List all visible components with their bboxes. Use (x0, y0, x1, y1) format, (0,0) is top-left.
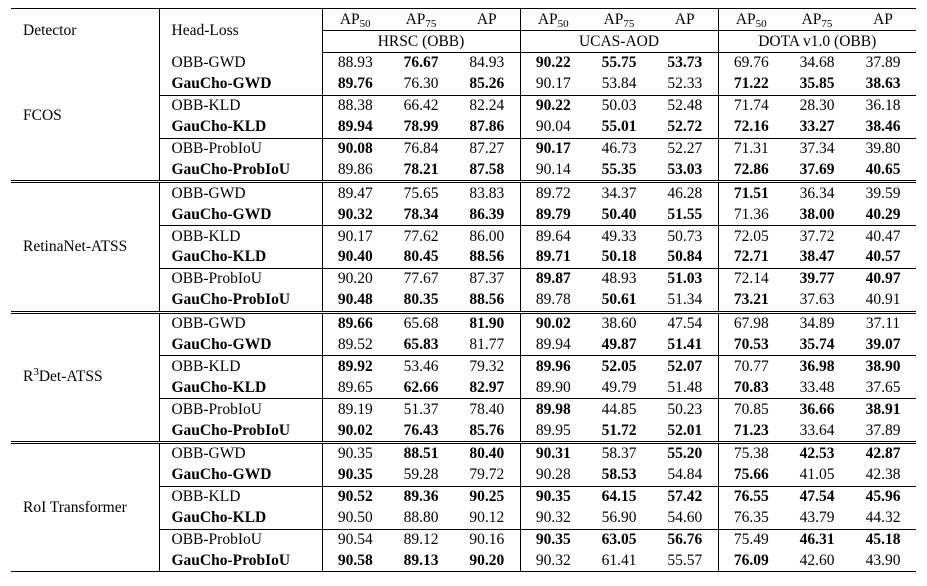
metric-cell: 52.05 (586, 356, 652, 377)
metric-cell: 46.28 (652, 182, 718, 204)
head-loss-label: OBB-KLD (159, 95, 322, 116)
metric-cell: 89.12 (388, 529, 454, 550)
head-loss-label: OBB-ProbIoU (159, 529, 322, 550)
metric-cell: 90.35 (520, 486, 586, 507)
metric-cell: 37.34 (784, 138, 850, 159)
head-loss-label: GauCho-ProbIoU (159, 159, 322, 181)
results-table-container (11, 8, 914, 572)
metric-cell: 51.37 (388, 399, 454, 420)
detector-name-text: RetinaNet-ATSS (23, 238, 128, 256)
metric-cell: 34.37 (586, 182, 652, 204)
header-metrics-row (11, 9, 916, 31)
metric-cell: 88.56 (454, 247, 520, 268)
metric-cell: 46.73 (586, 138, 652, 159)
metric-cell: 90.22 (535, 54, 571, 72)
metric-base: AP (674, 10, 695, 28)
detector-name-text: FCOS (23, 107, 62, 125)
metric-cell: 90.16 (454, 529, 520, 550)
metric-cell: 40.97 (850, 268, 916, 289)
metric-cell: 34.68 (799, 54, 835, 72)
metric-cell: 89.98 (520, 399, 586, 420)
metric-cell: 72.14 (718, 268, 784, 289)
metric-cell: 73.21 (733, 291, 769, 309)
metric-cell: 78.21 (403, 160, 439, 178)
metric-cell: 90.48 (337, 291, 373, 309)
metric-cell: 51.55 (652, 204, 718, 225)
metric-cell: 90.08 (322, 138, 388, 159)
metric-cell: 90.22 (520, 95, 586, 116)
header-metric-ap50 (322, 9, 388, 31)
metric-cell: 76.43 (403, 421, 439, 439)
detector-name-text: R (23, 368, 34, 386)
metric-cell: 89.72 (520, 182, 586, 204)
metric-base: AP (735, 10, 756, 28)
metric-cell: 75.66 (733, 466, 769, 484)
metric-base: AP (476, 10, 497, 28)
metric-cell: 71.51 (718, 182, 784, 204)
metric-cell: 70.85 (718, 399, 784, 420)
head-loss-label: OBB-KLD (159, 356, 322, 377)
header-dataset-dota: DOTA v1.0 (OBB) (718, 31, 916, 53)
metric-cell: 49.33 (586, 226, 652, 247)
metric-cell: 40.57 (865, 248, 901, 266)
metric-cell: 77.62 (388, 226, 454, 247)
metric-cell: 78.34 (403, 205, 439, 223)
metric-cell: 88.93 (337, 54, 373, 72)
metric-subscript: 75 (821, 17, 833, 30)
metric-cell: 39.07 (865, 336, 901, 354)
head-loss-label: GauCho-KLD (159, 508, 322, 529)
metric-cell: 58.53 (601, 466, 637, 484)
metric-cell: 87.27 (454, 138, 520, 159)
metric-cell: 36.18 (850, 95, 916, 116)
metric-cell: 89.52 (337, 336, 373, 354)
head-loss-label: OBB-GWD (159, 53, 322, 74)
metric-cell: 84.93 (454, 53, 520, 74)
metric-cell: 52.48 (652, 95, 718, 116)
metric-cell: 42.87 (850, 443, 916, 465)
metric-cell: 86.39 (454, 204, 520, 225)
metric-cell: 90.12 (454, 508, 520, 529)
detector-name (11, 53, 159, 182)
metric-cell: 54.84 (652, 465, 718, 486)
metric-cell: 37.89 (865, 421, 901, 439)
header-head-loss: Head-Loss (159, 9, 322, 53)
metric-cell: 89.65 (337, 378, 373, 396)
metric-cell: 33.27 (799, 118, 835, 136)
metric-base: AP (801, 10, 822, 28)
metric-cell: 45.18 (850, 529, 916, 550)
metric-cell: 86.00 (454, 226, 520, 247)
metric-subscript: 50 (359, 17, 371, 30)
metric-cell: 80.45 (403, 248, 439, 266)
metric-cell: 35.85 (799, 75, 835, 93)
metric-cell: 90.32 (337, 205, 373, 223)
metric-base: AP (537, 10, 558, 28)
metric-cell: 43.79 (799, 509, 835, 527)
head-loss-label: GauCho-GWD (159, 465, 322, 486)
metric-cell: 49.87 (601, 336, 637, 354)
metric-cell: 40.91 (865, 291, 901, 309)
metric-cell: 89.13 (388, 550, 454, 571)
metric-cell: 89.79 (535, 205, 571, 223)
head-loss-label: OBB-ProbIoU (159, 399, 322, 420)
table-row (11, 182, 916, 204)
metric-cell: 90.20 (322, 268, 388, 289)
metric-cell: 46.31 (784, 529, 850, 550)
metric-cell: 71.22 (733, 75, 769, 93)
head-loss-label: GauCho-KLD (159, 117, 322, 138)
metric-cell: 89.94 (535, 336, 571, 354)
metric-cell: 87.37 (454, 268, 520, 289)
metric-cell: 88.56 (454, 290, 520, 312)
metric-cell: 88.38 (322, 95, 388, 116)
head-loss-label: GauCho-GWD (159, 74, 322, 95)
metric-cell: 88.80 (403, 509, 439, 527)
metric-cell: 64.15 (586, 486, 652, 507)
metric-cell: 71.36 (733, 205, 769, 223)
metric-cell: 37.72 (784, 226, 850, 247)
metric-cell: 75.38 (718, 443, 784, 465)
header-dataset-ucas: UCAS-AOD (520, 31, 718, 53)
metric-cell: 37.89 (865, 54, 901, 72)
metric-cell: 90.35 (520, 529, 586, 550)
metric-cell: 76.35 (733, 509, 769, 527)
metric-base: AP (405, 10, 426, 28)
metric-cell: 71.23 (733, 421, 769, 439)
metric-cell: 44.32 (865, 509, 901, 527)
metric-cell: 40.47 (850, 226, 916, 247)
metric-cell: 53.46 (388, 356, 454, 377)
metric-cell: 90.31 (520, 443, 586, 465)
metric-cell: 71.31 (718, 138, 784, 159)
metric-subscript: 50 (755, 17, 767, 30)
header-metric-ap (454, 9, 520, 31)
metric-cell: 90.17 (535, 75, 571, 93)
metric-cell: 53.73 (652, 53, 718, 74)
metric-cell: 52.33 (652, 74, 718, 95)
metric-cell: 36.66 (784, 399, 850, 420)
head-loss-label: GauCho-GWD (159, 335, 322, 356)
metric-cell: 85.26 (454, 74, 520, 95)
metric-cell: 47.54 (652, 312, 718, 334)
metric-cell: 42.60 (784, 550, 850, 571)
metric-cell: 85.76 (454, 420, 520, 442)
metric-cell: 90.17 (520, 138, 586, 159)
metric-cell: 55.35 (601, 160, 637, 178)
metric-cell: 38.91 (850, 399, 916, 420)
metric-cell: 36.98 (784, 356, 850, 377)
metric-cell: 90.54 (322, 529, 388, 550)
metric-cell: 89.47 (322, 182, 388, 204)
metric-cell: 87.86 (454, 117, 520, 138)
metric-cell: 50.73 (652, 226, 718, 247)
metric-cell: 33.64 (799, 421, 835, 439)
metric-cell: 90.52 (322, 486, 388, 507)
metric-cell: 63.05 (586, 529, 652, 550)
results-table (11, 8, 916, 572)
table-row (11, 312, 916, 334)
header-metric-ap (652, 9, 718, 31)
metric-cell: 38.60 (586, 312, 652, 334)
metric-cell: 52.27 (652, 138, 718, 159)
metric-cell: 82.97 (454, 377, 520, 398)
metric-cell: 89.76 (337, 75, 373, 93)
metric-cell: 79.72 (454, 465, 520, 486)
table-row (11, 53, 916, 74)
metric-cell: 90.02 (337, 421, 373, 439)
table-row (11, 443, 916, 465)
metric-cell: 79.32 (454, 356, 520, 377)
metric-cell: 38.00 (799, 205, 835, 223)
metric-cell: 90.50 (337, 509, 373, 527)
header-dataset-hrsc: HRSC (OBB) (322, 31, 520, 53)
metric-cell: 38.63 (865, 75, 901, 93)
metric-cell: 89.92 (322, 356, 388, 377)
metric-cell: 90.17 (322, 226, 388, 247)
metric-cell: 70.83 (733, 378, 769, 396)
metric-cell: 62.66 (403, 378, 439, 396)
metric-cell: 90.32 (520, 550, 586, 571)
metric-cell: 72.16 (733, 118, 769, 136)
metric-cell: 89.87 (520, 268, 586, 289)
head-loss-label: OBB-GWD (159, 312, 322, 334)
header-metric-ap75 (388, 9, 454, 31)
metric-cell: 38.90 (850, 356, 916, 377)
metric-cell: 76.67 (403, 54, 439, 72)
metric-cell: 44.85 (586, 399, 652, 420)
metric-cell: 52.07 (652, 356, 718, 377)
metric-cell: 90.40 (337, 248, 373, 266)
metric-cell: 39.77 (784, 268, 850, 289)
metric-cell: 47.54 (784, 486, 850, 507)
metric-cell: 89.96 (520, 356, 586, 377)
metric-cell: 57.42 (652, 486, 718, 507)
metric-cell: 49.79 (601, 378, 637, 396)
metric-cell: 51.72 (601, 421, 637, 439)
metric-cell: 36.34 (784, 182, 850, 204)
metric-cell: 77.67 (388, 268, 454, 289)
metric-cell: 61.41 (586, 550, 652, 571)
metric-cell: 76.09 (718, 550, 784, 571)
metric-cell: 65.68 (388, 312, 454, 334)
detector-name-superscript: 3 (33, 366, 39, 379)
metric-cell: 90.58 (322, 550, 388, 571)
metric-cell: 48.93 (586, 268, 652, 289)
metric-cell: 90.14 (535, 160, 571, 178)
metric-cell: 38.47 (799, 248, 835, 266)
metric-cell: 81.90 (454, 312, 520, 334)
metric-cell: 50.18 (601, 248, 637, 266)
detector-name (11, 312, 159, 442)
metric-cell: 78.99 (403, 118, 439, 136)
metric-cell: 40.65 (865, 160, 901, 178)
metric-cell: 67.98 (718, 312, 784, 334)
metric-cell: 28.30 (784, 95, 850, 116)
metric-cell: 55.57 (652, 550, 718, 571)
metric-cell: 76.30 (403, 75, 439, 93)
metric-cell: 65.83 (403, 336, 439, 354)
metric-cell: 55.75 (601, 54, 637, 72)
metric-cell: 43.90 (850, 550, 916, 571)
metric-cell: 72.05 (718, 226, 784, 247)
head-loss-label: GauCho-ProbIoU (159, 420, 322, 442)
head-loss-label: GauCho-KLD (159, 377, 322, 398)
metric-cell: 54.60 (652, 508, 718, 529)
head-loss-label: OBB-GWD (159, 443, 322, 465)
metric-cell: 56.76 (652, 529, 718, 550)
head-loss-label: GauCho-KLD (159, 247, 322, 268)
metric-cell: 78.40 (454, 399, 520, 420)
header-metric-ap50 (520, 9, 586, 31)
metric-cell: 89.66 (322, 312, 388, 334)
metric-cell: 33.48 (799, 378, 835, 396)
metric-cell: 75.49 (718, 529, 784, 550)
metric-cell: 50.23 (652, 399, 718, 420)
head-loss-label: OBB-KLD (159, 486, 322, 507)
metric-cell: 56.90 (601, 509, 637, 527)
metric-cell: 50.84 (652, 247, 718, 268)
metric-cell: 53.84 (601, 75, 637, 93)
metric-cell: 89.64 (520, 226, 586, 247)
metric-cell: 80.40 (454, 443, 520, 465)
metric-cell: 89.78 (535, 291, 571, 309)
header-metric-ap (850, 9, 916, 31)
header-metric-ap75 (586, 9, 652, 31)
metric-cell: 34.89 (784, 312, 850, 334)
metric-cell: 38.46 (865, 118, 901, 136)
metric-cell: 40.29 (865, 205, 901, 223)
metric-cell: 42.38 (865, 466, 901, 484)
metric-cell: 52.72 (652, 117, 718, 138)
head-loss-label: OBB-GWD (159, 182, 322, 204)
metric-cell: 50.03 (586, 95, 652, 116)
head-loss-label: OBB-ProbIoU (159, 138, 322, 159)
metric-cell: 39.80 (850, 138, 916, 159)
metric-cell: 51.41 (652, 335, 718, 356)
head-loss-label: OBB-KLD (159, 226, 322, 247)
metric-cell: 72.71 (733, 248, 769, 266)
header-metric-ap50 (718, 9, 784, 31)
metric-cell: 39.59 (850, 182, 916, 204)
metric-cell: 35.74 (799, 336, 835, 354)
detector-name (11, 443, 159, 572)
metric-subscript: 75 (623, 17, 635, 30)
head-loss-label: OBB-ProbIoU (159, 268, 322, 289)
metric-subscript: 75 (425, 17, 437, 30)
metric-cell: 55.20 (652, 443, 718, 465)
metric-cell: 37.69 (799, 160, 835, 178)
metric-cell: 58.37 (586, 443, 652, 465)
metric-cell: 66.42 (388, 95, 454, 116)
metric-cell: 90.04 (535, 118, 571, 136)
metric-cell: 45.96 (850, 486, 916, 507)
metric-cell: 87.58 (454, 159, 520, 181)
metric-cell: 89.36 (388, 486, 454, 507)
metric-cell: 89.86 (337, 160, 373, 178)
metric-cell: 37.65 (865, 378, 901, 396)
metric-cell: 72.86 (733, 160, 769, 178)
metric-cell: 90.25 (454, 486, 520, 507)
metric-cell: 42.53 (784, 443, 850, 465)
table-body (11, 53, 916, 572)
detector-name-text: RoI Transformer (23, 498, 127, 516)
metric-cell: 82.24 (454, 95, 520, 116)
metric-cell: 88.51 (388, 443, 454, 465)
metric-cell: 71.74 (718, 95, 784, 116)
metric-cell: 41.05 (799, 466, 835, 484)
metric-cell: 76.84 (388, 138, 454, 159)
head-loss-label: GauCho-ProbIoU (159, 290, 322, 312)
metric-base: AP (873, 10, 893, 28)
metric-base: AP (603, 10, 624, 28)
metric-cell: 59.28 (403, 466, 439, 484)
metric-cell: 89.71 (535, 248, 571, 266)
metric-cell: 89.94 (337, 118, 373, 136)
detector-name-suffix: Det-ATSS (38, 368, 103, 386)
metric-subscript: 50 (557, 17, 569, 30)
metric-cell: 90.35 (322, 443, 388, 465)
metric-cell: 52.01 (652, 420, 718, 442)
metric-base: AP (339, 10, 360, 28)
detector-name (11, 182, 159, 312)
metric-cell: 90.20 (454, 550, 520, 571)
head-loss-label: GauCho-ProbIoU (159, 550, 322, 571)
metric-cell: 50.40 (601, 205, 637, 223)
metric-cell: 90.02 (520, 312, 586, 334)
metric-cell: 51.48 (652, 377, 718, 398)
metric-cell: 75.65 (388, 182, 454, 204)
metric-cell: 89.95 (535, 421, 571, 439)
metric-cell: 53.03 (652, 159, 718, 181)
metric-cell: 37.63 (799, 291, 835, 309)
metric-cell: 69.76 (733, 54, 769, 72)
metric-cell: 51.03 (652, 268, 718, 289)
metric-cell: 76.55 (718, 486, 784, 507)
metric-cell: 80.35 (403, 291, 439, 309)
metric-cell: 70.53 (733, 336, 769, 354)
metric-cell: 89.90 (535, 378, 571, 396)
metric-cell: 90.35 (337, 466, 373, 484)
metric-cell: 83.83 (454, 182, 520, 204)
metric-cell: 51.34 (652, 290, 718, 312)
head-loss-label: GauCho-GWD (159, 204, 322, 225)
metric-cell: 55.01 (601, 118, 637, 136)
metric-cell: 70.77 (718, 356, 784, 377)
header-detector: Detector (11, 9, 159, 53)
metric-cell: 50.61 (601, 291, 637, 309)
metric-cell: 89.19 (322, 399, 388, 420)
metric-cell: 81.77 (454, 335, 520, 356)
metric-cell: 90.32 (535, 509, 571, 527)
metric-cell: 90.28 (535, 466, 571, 484)
metric-cell: 37.11 (850, 312, 916, 334)
header-metric-ap75 (784, 9, 850, 31)
